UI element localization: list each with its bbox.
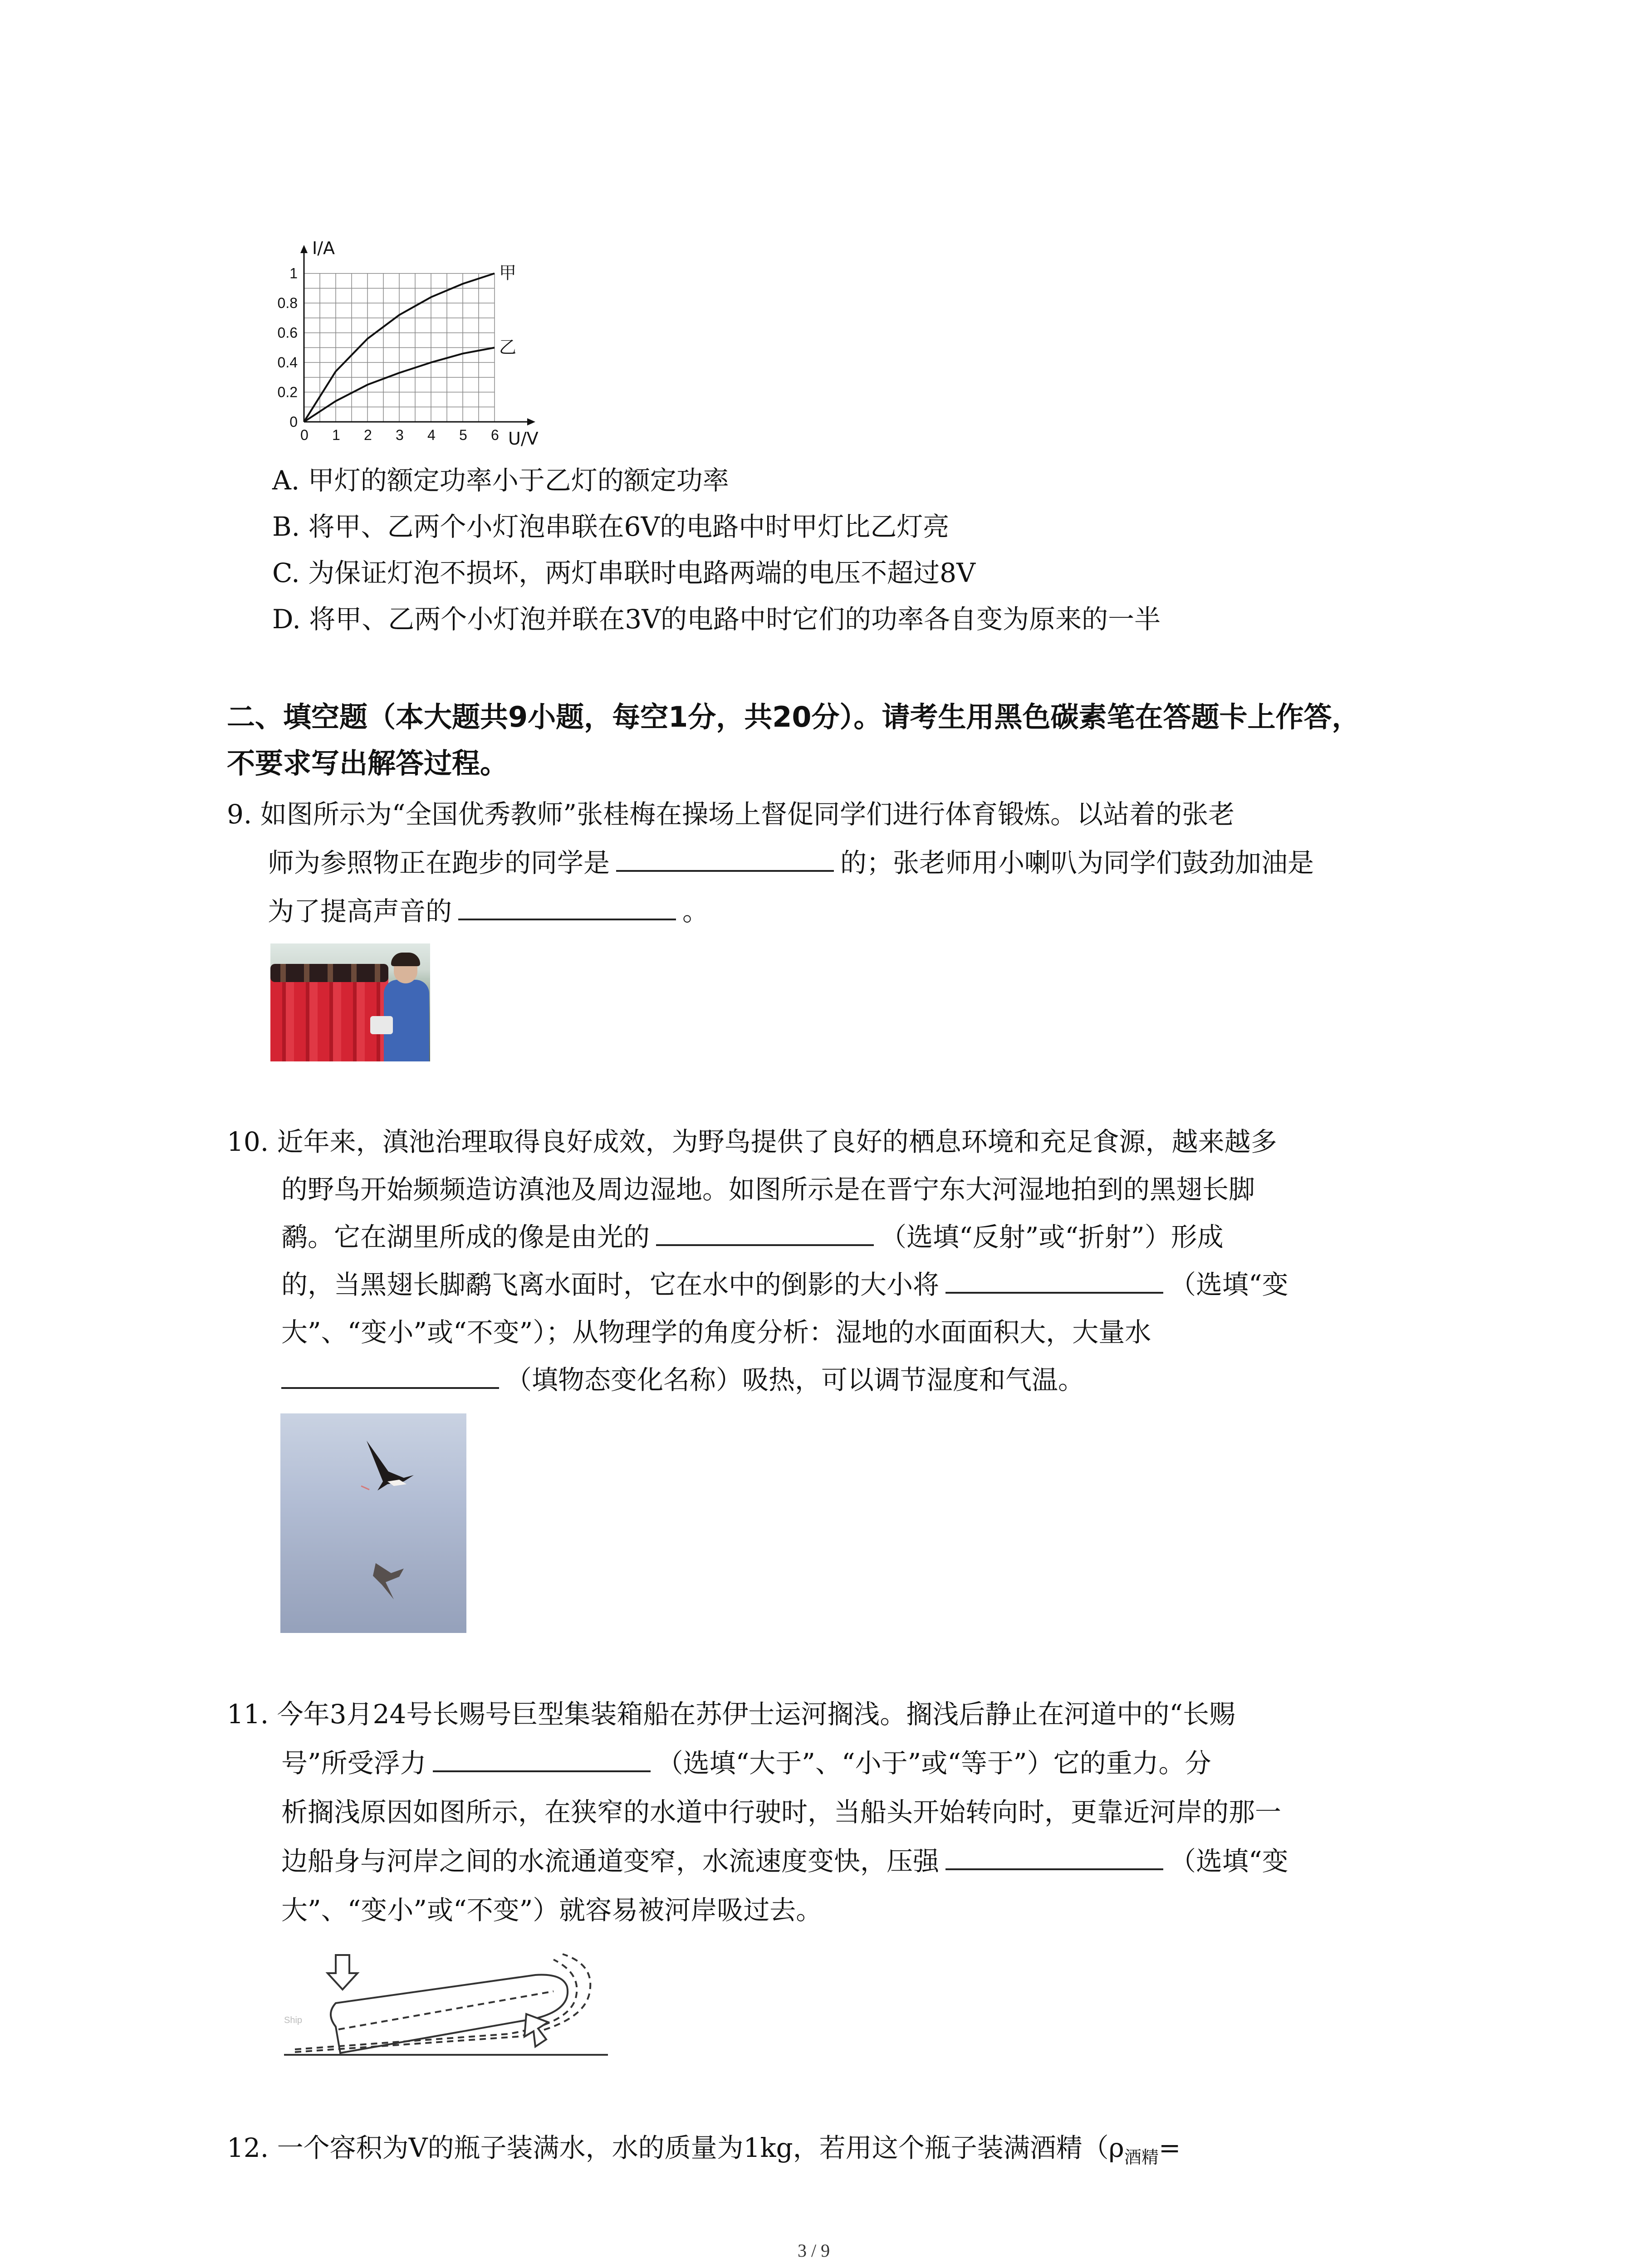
x-tick-label: 0 bbox=[300, 427, 309, 443]
q11-line-3: 析搁浅原因如图所示，在狭窄的水道中行驶时，当船头开始转向时，更靠近河岸的那一 bbox=[281, 1797, 1282, 1828]
ship-diagram bbox=[281, 1946, 617, 2064]
q10-text-c: 的，当黑翅长脚鹬飞离水面时，它在水中的倒影的大小将 bbox=[281, 1269, 940, 1300]
answer-blank[interactable] bbox=[616, 870, 834, 872]
answer-blank[interactable] bbox=[281, 1387, 499, 1389]
svg-text:Ship: Ship bbox=[284, 2015, 303, 2025]
chart-grid bbox=[304, 274, 495, 422]
bird-silhouette bbox=[280, 1413, 466, 1633]
answer-blank[interactable] bbox=[945, 1291, 1163, 1294]
q9-text-a: 师为参照物正在跑步的同学是 bbox=[268, 847, 610, 878]
x-tick-label: 6 bbox=[491, 427, 499, 443]
q9-line-2 bbox=[268, 847, 1314, 878]
option-c: C. 为保证灯泡不损坏，两灯串联时电路两端的电压不超过8V bbox=[272, 557, 975, 588]
y-axis-label: I/A bbox=[312, 238, 335, 258]
q10-text-b: （选填“反射”或“折射”）形成 bbox=[880, 1222, 1224, 1252]
q9-line-1: 9. 如图所示为“全国优秀教师”张桂梅在操场上督促同学们进行体育锻炼。以站着的张老 bbox=[227, 799, 1235, 830]
y-tick-label: 0.4 bbox=[277, 354, 298, 371]
q10-line-3 bbox=[281, 1224, 1224, 1250]
q10-line-4 bbox=[281, 1271, 1288, 1298]
q11-line-4 bbox=[281, 1846, 1288, 1877]
option-a: A. 甲灯的额定功率小于乙灯的额定功率 bbox=[272, 465, 729, 496]
y-tick-label: 0.8 bbox=[277, 295, 298, 312]
q11-text-c: 边船身与河岸之间的水流通道变窄，水流速度变快，压强 bbox=[281, 1846, 940, 1877]
teacher-photo bbox=[270, 943, 430, 1061]
bird-photo bbox=[280, 1413, 466, 1633]
y-tick-label: 0.2 bbox=[277, 384, 298, 401]
downward-force-arrow bbox=[328, 1955, 358, 1989]
iv-curve-chart bbox=[254, 236, 572, 454]
series-label-2: 乙 bbox=[499, 337, 517, 357]
q11-line-2 bbox=[281, 1748, 1211, 1779]
q11-text-b: （选填“大于”、“小于”或“等于”）它的重力。分 bbox=[656, 1748, 1211, 1779]
q10-line-2: 的野鸟开始频频造访滇池及周边湿地。如图所示是在晋宁东大河湿地拍到的黑翅长脚 bbox=[281, 1174, 1255, 1205]
x-tick-label: 5 bbox=[459, 427, 467, 443]
q12-line-1 bbox=[227, 2132, 1181, 2167]
option-b: B. 将甲、乙两个小灯泡串联在6V的电路中时甲灯比乙灯亮 bbox=[272, 511, 950, 542]
option-d: D. 将甲、乙两个小灯泡并联在3V的电路中时它们的功率各自变为原来的一半 bbox=[272, 604, 1161, 635]
q10-text-a: 鹬。它在湖里所成的像是由光的 bbox=[281, 1222, 650, 1252]
q11-text-d: （选填“变 bbox=[1170, 1846, 1288, 1877]
q9-line-3 bbox=[268, 896, 709, 927]
q10-text-e: （填物态变化名称）吸热，可以调节湿度和气温。 bbox=[505, 1364, 1085, 1395]
q10-line-1: 10. 近年来，滇池治理取得良好成效，为野鸟提供了良好的栖息环境和充足食源，越来越多 bbox=[227, 1126, 1277, 1157]
y-tick-label: 0.6 bbox=[277, 324, 298, 341]
x-tick-label: 2 bbox=[364, 427, 372, 443]
answer-blank[interactable] bbox=[458, 918, 676, 920]
x-axis-label: U/V bbox=[508, 429, 539, 449]
q12-text: 12. 一个容积为V的瓶子装满水，水的质量为1kg，若用这个瓶子装满酒精（ρ bbox=[227, 2132, 1124, 2163]
section-heading: 二、填空题（本大题共9小题，每空1分，共20分）。请考生用黑色碳素笔在答题卡上作答， bbox=[227, 700, 1360, 733]
q12-subscript: 酒精 bbox=[1124, 2147, 1159, 2167]
x-tick-label: 4 bbox=[427, 427, 436, 443]
q12-equals: = bbox=[1158, 2132, 1181, 2163]
y-tick-label: 1 bbox=[289, 265, 298, 282]
ship-centerline bbox=[338, 1991, 554, 2029]
q10-line-5: 大”、“变小”或“不变”）；从物理学的角度分析：湿地的水面面积大，大量水 bbox=[281, 1317, 1151, 1348]
x-axis-arrow bbox=[527, 418, 535, 425]
q9-text-d: 。 bbox=[682, 896, 709, 927]
answer-blank[interactable] bbox=[945, 1868, 1163, 1870]
q11-line-5: 大”、“变小”或“不变”）就容易被河岸吸过去。 bbox=[281, 1895, 823, 1926]
q9-text-c: 为了提高声音的 bbox=[268, 896, 452, 927]
x-tick-label: 3 bbox=[396, 427, 404, 443]
q9-text-b: 的；张老师用小喇叭为同学们鼓劲加油是 bbox=[840, 847, 1314, 878]
section-heading-cont: 不要求写出解答过程。 bbox=[227, 747, 509, 780]
q10-line-6 bbox=[281, 1364, 1085, 1395]
q11-line-1: 11. 今年3月24号长赐号巨型集装箱船在苏伊士运河搁浅。搁浅后静止在河道中的“长赐 bbox=[227, 1699, 1236, 1730]
x-tick-label: 1 bbox=[332, 427, 340, 443]
q11-text-a: 号”所受浮力 bbox=[281, 1748, 426, 1779]
y-axis-arrow bbox=[300, 245, 308, 253]
q10-text-d: （选填“变 bbox=[1170, 1269, 1288, 1300]
page-number: 3 / 9 bbox=[798, 2240, 830, 2261]
y-tick-label: 0 bbox=[289, 414, 298, 430]
answer-blank[interactable] bbox=[433, 1770, 651, 1772]
answer-blank[interactable] bbox=[656, 1244, 874, 1246]
series-label-1: 甲 bbox=[499, 263, 517, 283]
